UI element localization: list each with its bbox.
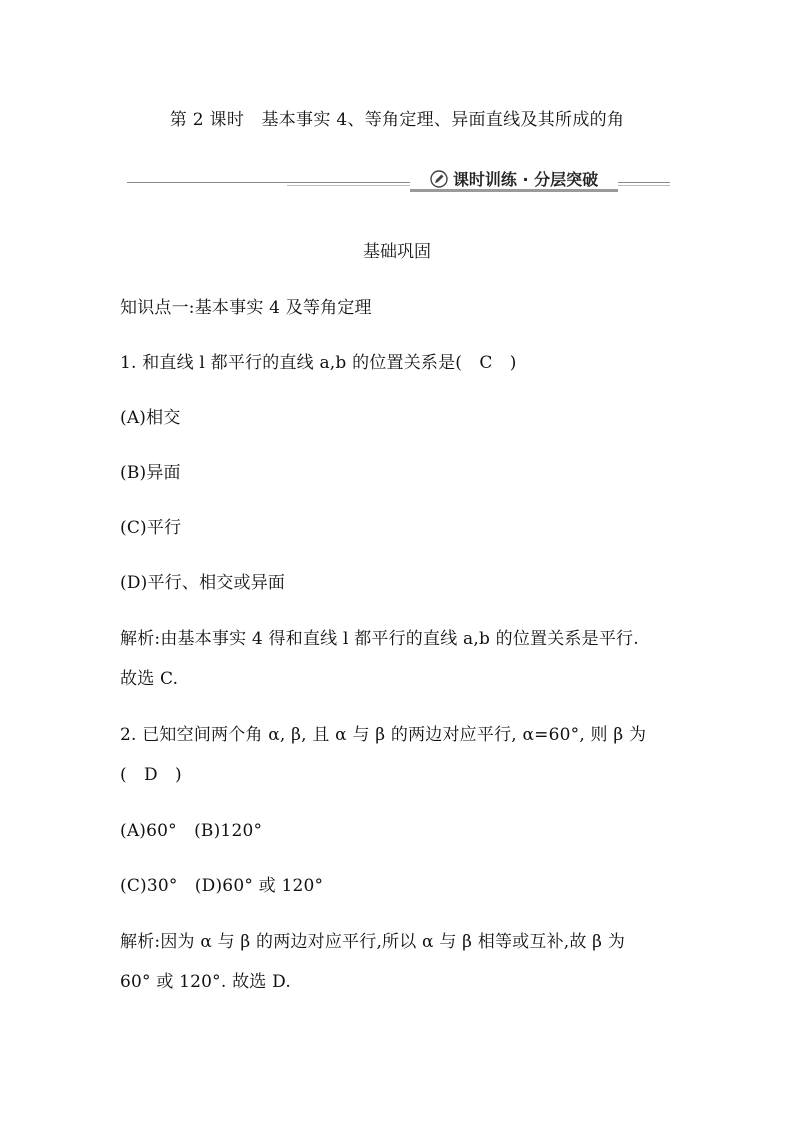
question-2-options-row-1: (A)60° (B)120° [120,821,263,841]
question-1-conclusion: 故选 C. [120,669,179,689]
question-2-answer: ( D ) [120,765,182,785]
section-title: 基础巩固 [363,242,431,262]
question-1-analysis: 解析:由基本事实 4 得和直线 l 都平行的直线 a,b 的位置关系是平行. [120,629,639,649]
page-title: 第 2 课时 基本事实 4、等角定理、异面直线及其所成的角 [169,110,625,130]
question-1-option-c: (C)平行 [120,518,182,538]
banner-label: 课时训练 · 分层突破 [452,170,599,189]
question-2-stem: 2. 已知空间两个角 α, β, 且 α 与 β 的两边对应平行, α=60°, 则 β 为 [120,725,647,745]
question-2-conclusion: 60° 或 120°. 故选 D. [120,972,291,992]
question-1-stem: 1. 和直线 l 都平行的直线 a,b 的位置关系是( C ) [120,353,517,373]
question-1-option-d: (D)平行、相交或异面 [120,573,286,593]
knowledge-point-heading: 知识点一:基本事实 4 及等角定理 [120,298,372,318]
question-2-analysis: 解析:因为 α 与 β 的两边对应平行,所以 α 与 β 相等或互补,故 β 为 [120,932,626,952]
question-2-options-row-2: (C)30° (D)60° 或 120° [120,876,324,896]
question-1-option-a: (A)相交 [120,408,181,428]
pencil-icon [430,170,448,188]
section-banner [127,168,670,194]
banner-tag [410,168,618,192]
question-1-option-b: (B)异面 [120,463,181,483]
